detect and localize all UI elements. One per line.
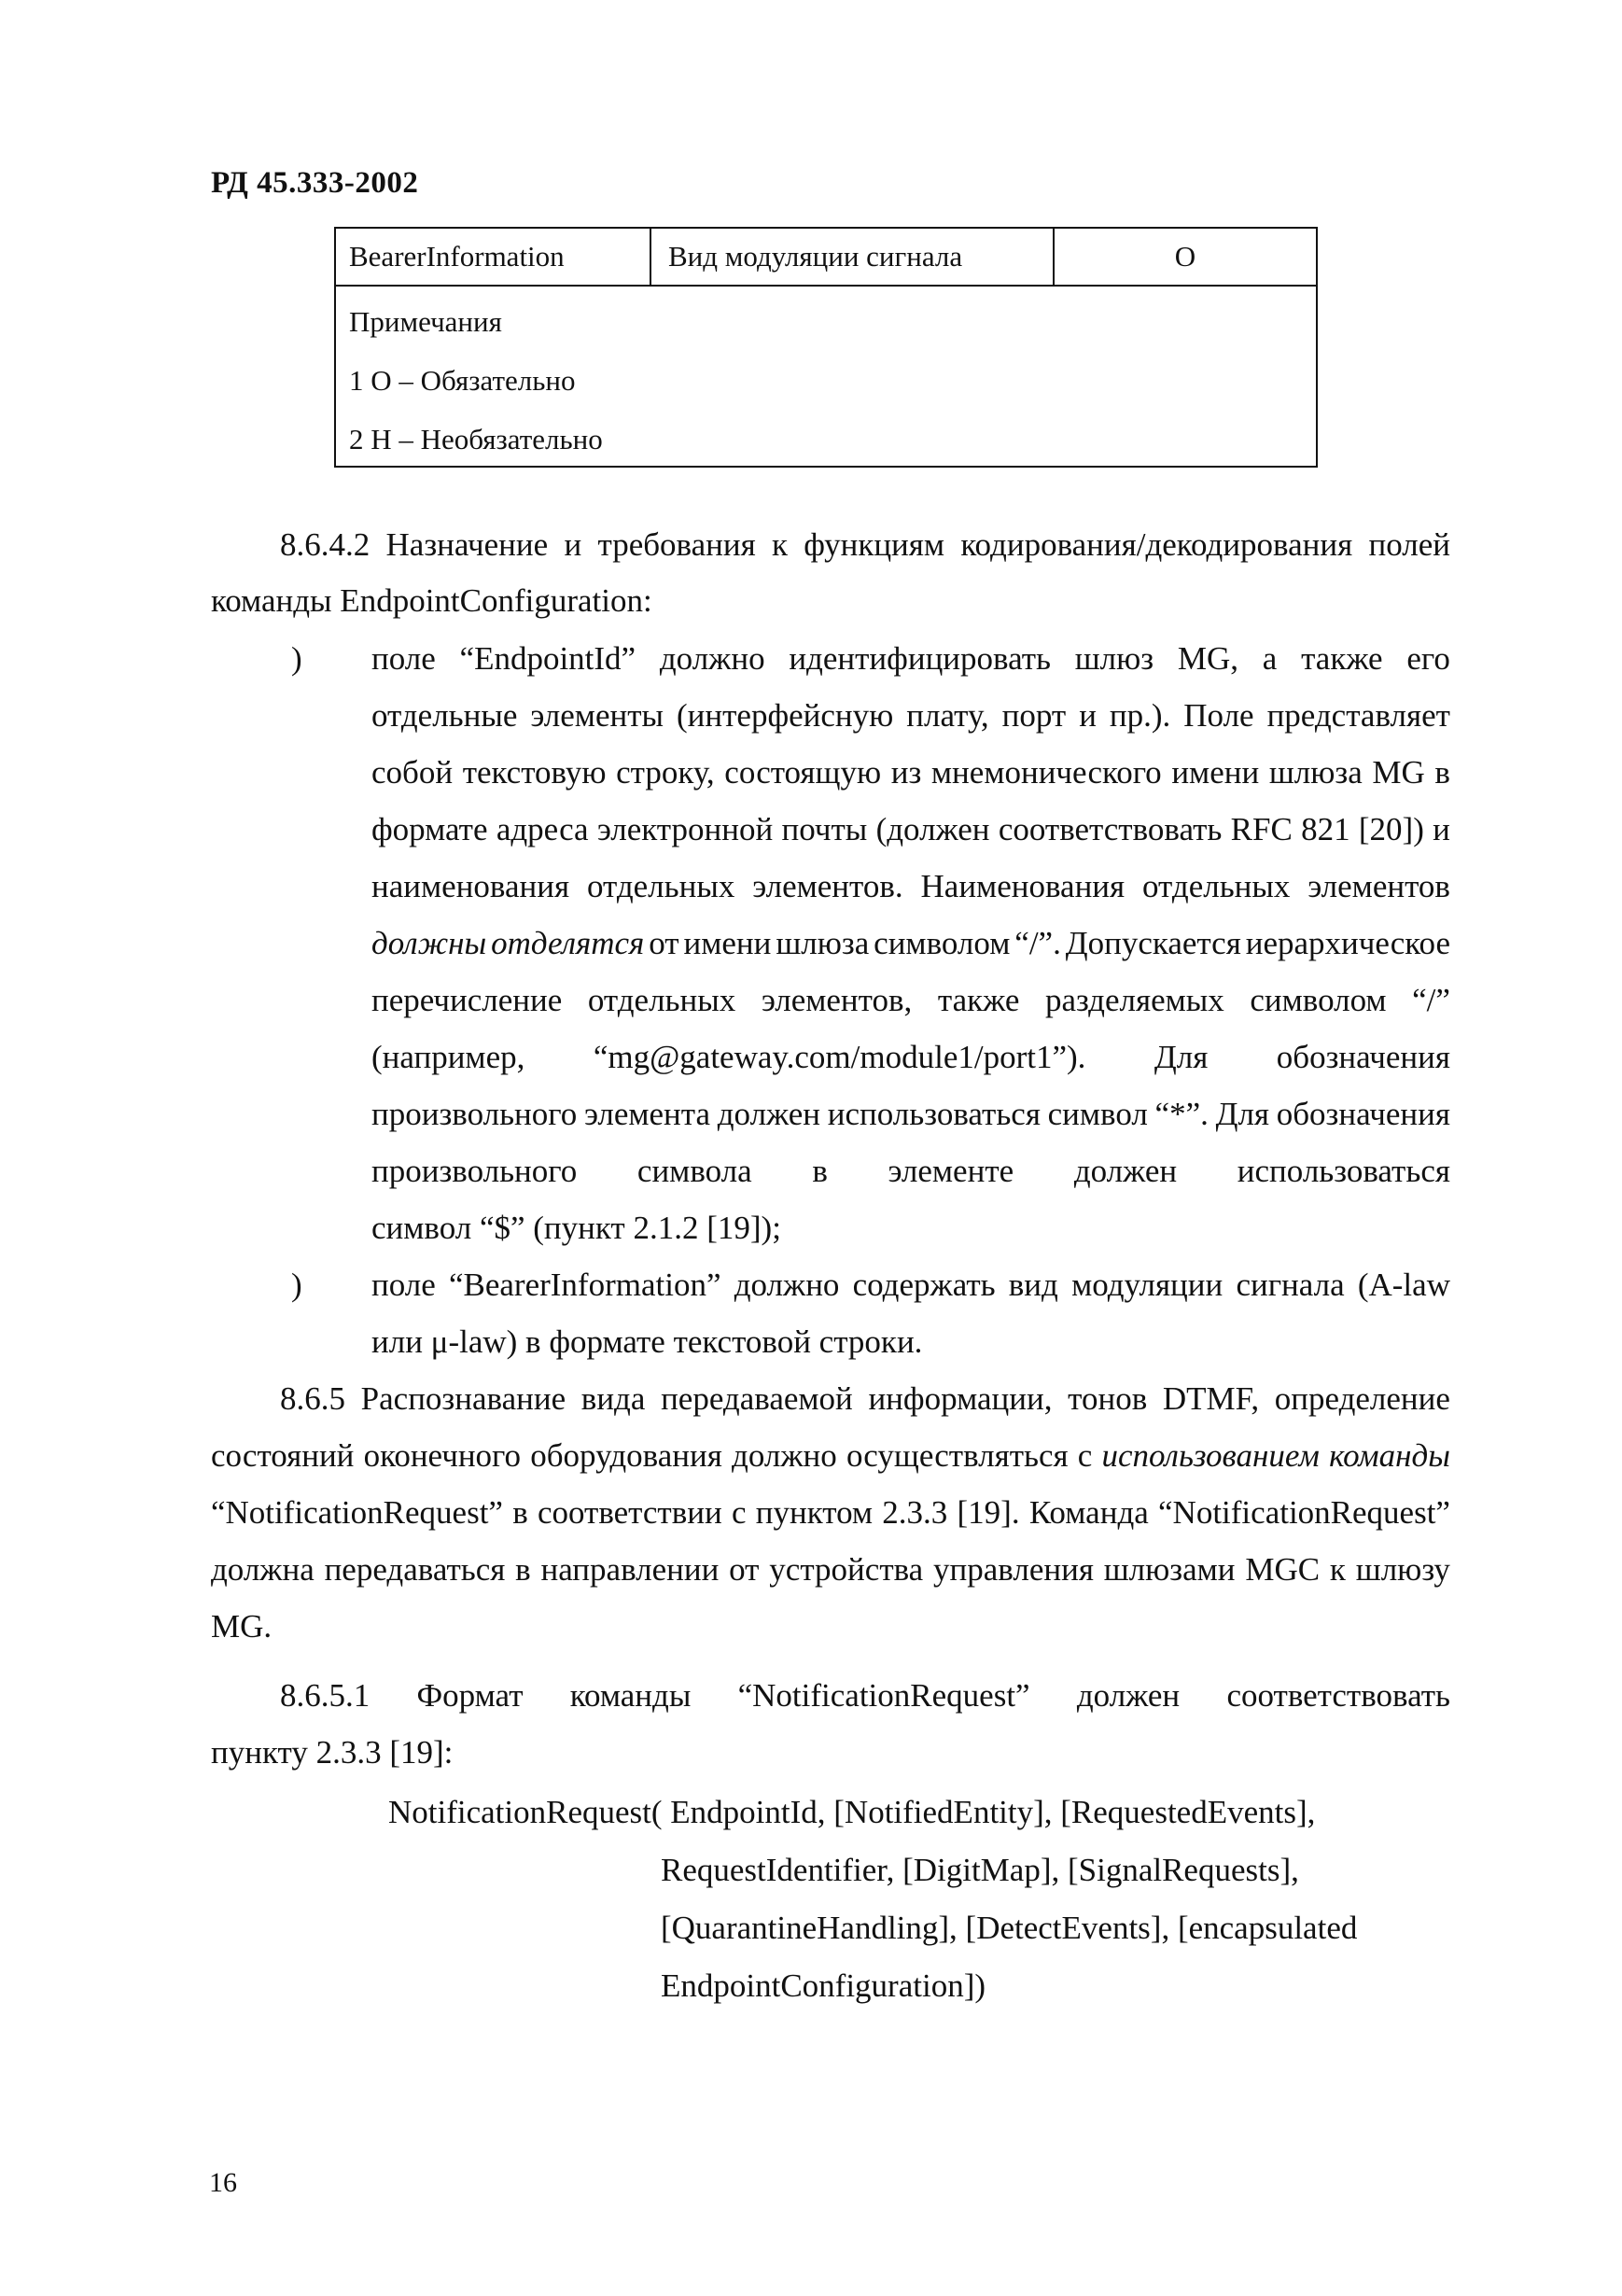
list-item-line: должны отделятся от имени шлюза символом “/”. Допускается иерархическое: [371, 925, 1450, 961]
list-marker: ): [291, 640, 302, 677]
code-line: [QuarantineHandling], [DetectEvents], [encapsulated: [661, 1910, 1358, 1946]
list-item-line: (например, “mg@gateway.com/module1/port1”). Для обозначения: [371, 1039, 1450, 1075]
paragraph-line: 8.6.5 Распознавание вида передаваемой информации, тонов DTMF, определение: [280, 1380, 1450, 1417]
table-row: [336, 229, 1316, 287]
list-item-line: символ “$” (пункт 2.1.2 [19]);: [371, 1210, 781, 1246]
paragraph-line: команды EndpointConfiguration:: [211, 582, 652, 619]
list-item-line: перечисление отдельных элементов, также разделяемых символом “/”: [371, 982, 1450, 1018]
note-item: 2 Н – Необязательно: [349, 423, 603, 455]
paragraph-line: “NotificationRequest” в соответствии с пунктом 2.3.3 [19]. Команда “NotificationRequest”: [211, 1494, 1450, 1531]
table-notes: [349, 292, 603, 469]
page-number: 16: [209, 2167, 237, 2198]
paragraph-line: 8.6.5.1 Формат команды “NotificationRequest” должен соответствовать: [280, 1677, 1450, 1714]
notes-title: Примечания: [349, 305, 502, 338]
list-item-line: поле “EndpointId” должно идентифицировать шлюз MG, а также его: [371, 640, 1450, 677]
list-item-line: отдельные элементы (интерфейсную плату, порт и пр.). Поле представляет: [371, 697, 1450, 734]
list-item-line: формате адреса электронной почты (должен соответствовать RFC 821 [20]) и: [371, 811, 1450, 847]
code-line: NotificationRequest( EndpointId, [NotifiedEntity], [RequestedEvents],: [388, 1794, 1316, 1830]
table-cell-field: BearerInformation: [336, 229, 651, 285]
list-marker: ): [291, 1267, 302, 1303]
paragraph-line: MG.: [211, 1608, 273, 1645]
document-code-header: РД 45.333-2002: [211, 166, 419, 200]
list-item-line: собой текстовую строку, состоящую из мнемонического имени шлюза MG в: [371, 754, 1450, 791]
note-item: 1 О – Обязательно: [349, 364, 576, 397]
list-item-line: произвольного элемента должен использоваться символ “*”. Для обозначения: [371, 1096, 1450, 1132]
table-cell-description: Вид модуляции сигнала: [651, 229, 1055, 285]
list-item-line: поле “BearerInformation” должно содержать вид модуляции сигнала (A-law: [371, 1267, 1450, 1303]
paragraph-line: пункту 2.3.3 [19]:: [211, 1734, 454, 1771]
spec-table: [334, 227, 1318, 468]
paragraph-line: 8.6.4.2 Назначение и требования к функциям кодирования/декодирования полей: [280, 526, 1450, 563]
code-line: EndpointConfiguration]): [661, 1967, 986, 2004]
list-item-line: наименования отдельных элементов. Наименования отдельных элементов: [371, 868, 1450, 904]
paragraph-line: состояний оконечного оборудования должно осуществляться с использованием команды: [211, 1437, 1450, 1474]
list-item-line: произвольного символа в элементе должен использоваться: [371, 1153, 1450, 1189]
table-cell-status: О: [1174, 240, 1196, 273]
code-line: RequestIdentifier, [DigitMap], [SignalRequests],: [661, 1852, 1299, 1888]
list-item-line: или μ-law) в формате текстовой строки.: [371, 1323, 923, 1360]
paragraph-line: должна передаваться в направлении от устройства управления шлюзами MGC к шлюзу: [211, 1551, 1450, 1588]
